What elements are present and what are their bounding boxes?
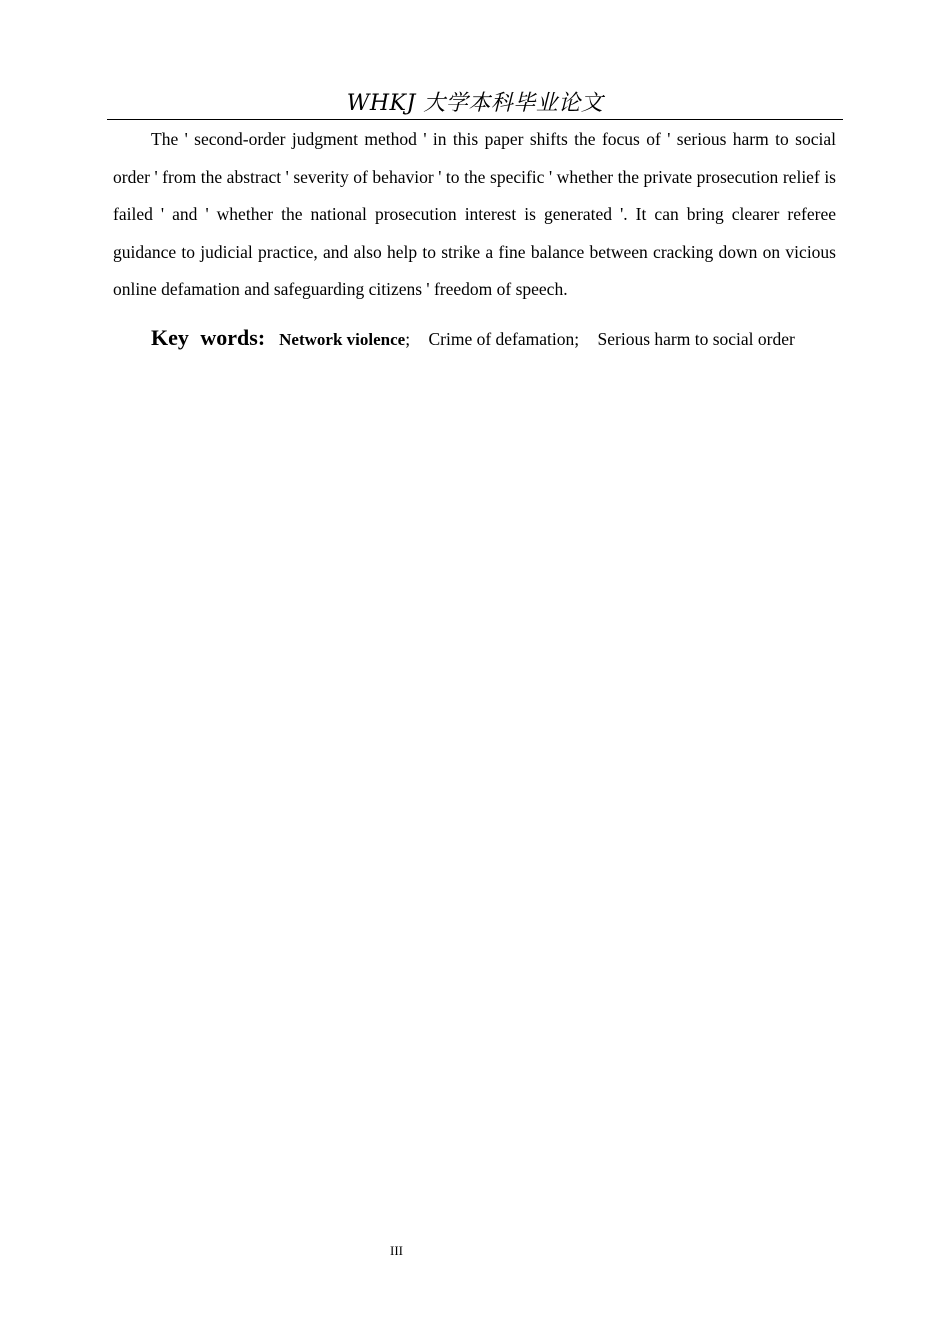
- keywords-line: [113, 314, 836, 364]
- keywords-label: Key words:: [151, 325, 266, 350]
- keyword-item: Serious harm to social order: [597, 329, 795, 349]
- keyword-item: Crime of defamation: [428, 329, 575, 349]
- page-number: III: [390, 1243, 403, 1258]
- page-header-title: WHKJ 大学本科毕业论文: [346, 91, 604, 116]
- keyword-separator: ;: [574, 329, 580, 349]
- keyword-separator: ;: [405, 329, 411, 349]
- header-rule: [107, 119, 843, 120]
- abstract-paragraph: The ' second-order judgment method ' in this paper shifts the focus of ' serious harm to social order ' from the abstract ' severity of behavior ' to the specific ' whether the private prosecution relief is failed ' and ' whether the national prosecution interest is generated '. It can bring clearer referee guidance to judicial practice, and also help to strike a fine balance between cracking down on vicious online defamation and safeguarding citizens ' freedom of speech.: [113, 129, 836, 300]
- keyword-item: Network violence: [279, 330, 406, 349]
